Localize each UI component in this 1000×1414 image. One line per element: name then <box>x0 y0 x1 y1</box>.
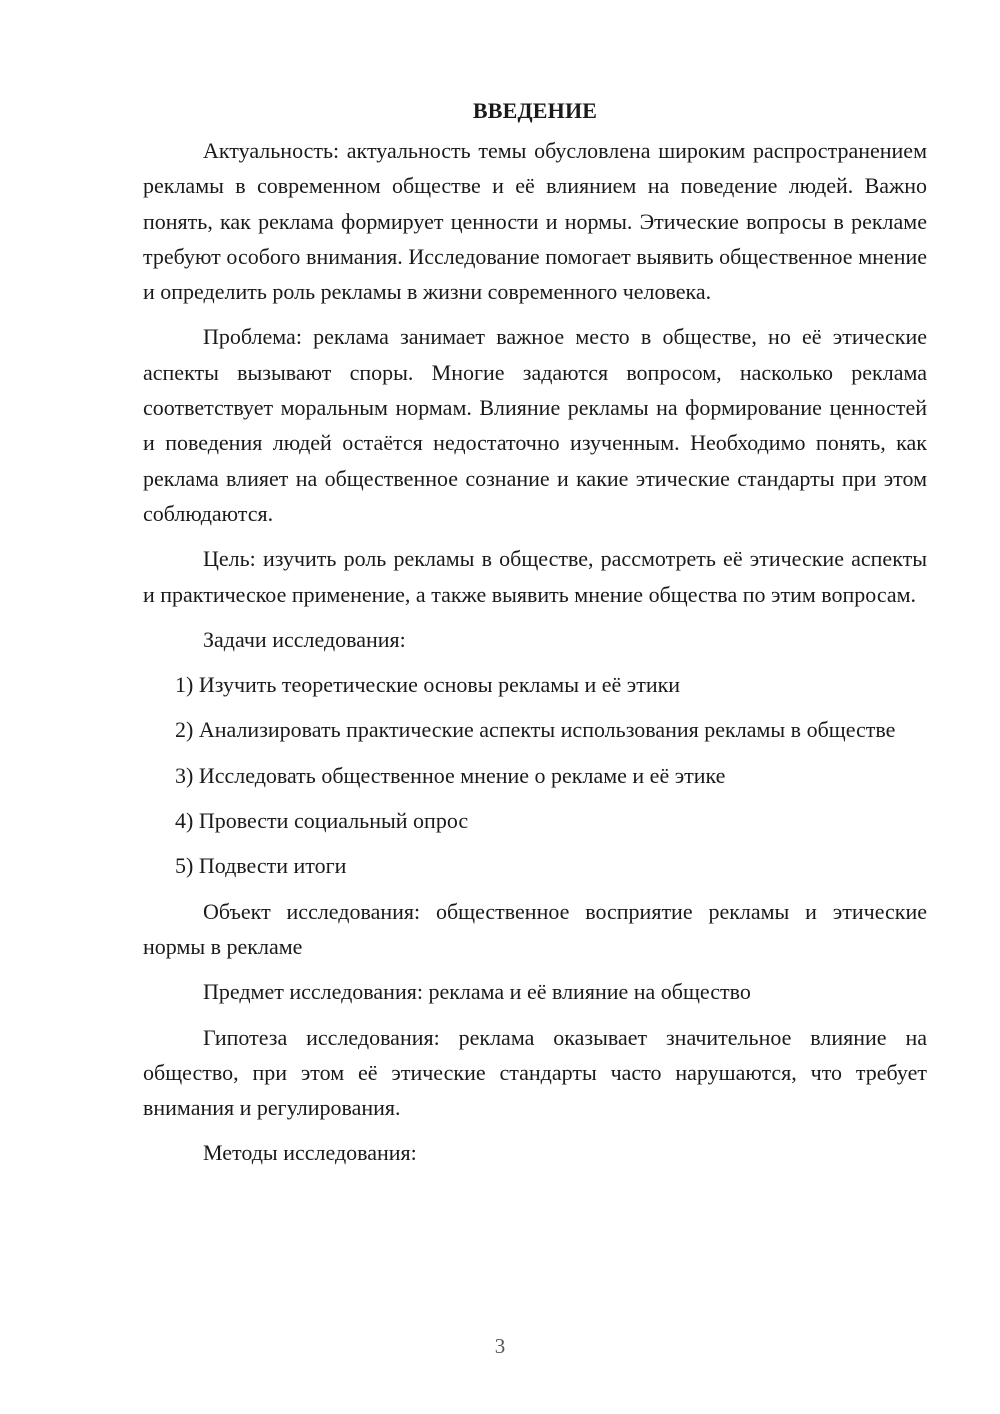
page-content <box>143 94 927 1181</box>
task-item-4: 4) Провести социальный опрос <box>175 808 469 834</box>
paragraph-object: Объект исследования: общественное восприятие рекламы и этические нормы в рекламе <box>143 898 927 959</box>
paragraph-methods: Методы исследования: <box>203 1140 417 1166</box>
paragraph-hypothesis: Гипотеза исследования: реклама оказывает значительное влияние на общество, при этом её этические стандарты часто нарушаются, что требует внимания и регулирования. <box>143 1024 927 1121</box>
task-item-1: 1) Изучить теоретические основы рекламы и её этики <box>175 672 681 698</box>
page-number: 3 <box>494 1334 506 1358</box>
task-item-5: 5) Подвести итоги <box>175 853 347 879</box>
paragraph-relevance: Актуальность: актуальность темы обусловлена широким распространением рекламы в современном обществе и её влиянием на поведение людей. Важно понять, как реклама формирует ценности и нормы. Этические вопросы в рекламе требуют особого внимания. Исследование помогает выявить общественное мнение и определить роль рекламы в жизни современного человека. <box>143 138 927 305</box>
paragraph-problem: Проблема: реклама занимает важное место в обществе, но её этические аспекты вызывают споры. Многие задаются вопросом, насколько реклама соответствует моральным нормам. Влияние рекламы на формирование ценностей и поведения людей остаётся недостаточно изученным. Необходимо понять, как реклама влияет на общественное сознание и какие этические стандарты при этом соблюдаются. <box>143 324 927 526</box>
task-item-2: 2) Анализировать практические аспекты использования рекламы в обществе <box>175 717 896 743</box>
paragraph-goal: Цель: изучить роль рекламы в обществе, рассмотреть её этические аспекты и практическое применение, а также выявить мнение общества по этим вопросам. <box>143 546 927 607</box>
task-item-3: 3) Исследовать общественное мнение о рекламе и её этике <box>175 762 726 788</box>
paragraph-subject: Предмет исследования: реклама и её влияние на общество <box>203 979 751 1005</box>
paragraph-tasks-heading: Задачи исследования: <box>203 626 406 652</box>
section-title: ВВЕДЕНИЕ <box>472 98 598 123</box>
